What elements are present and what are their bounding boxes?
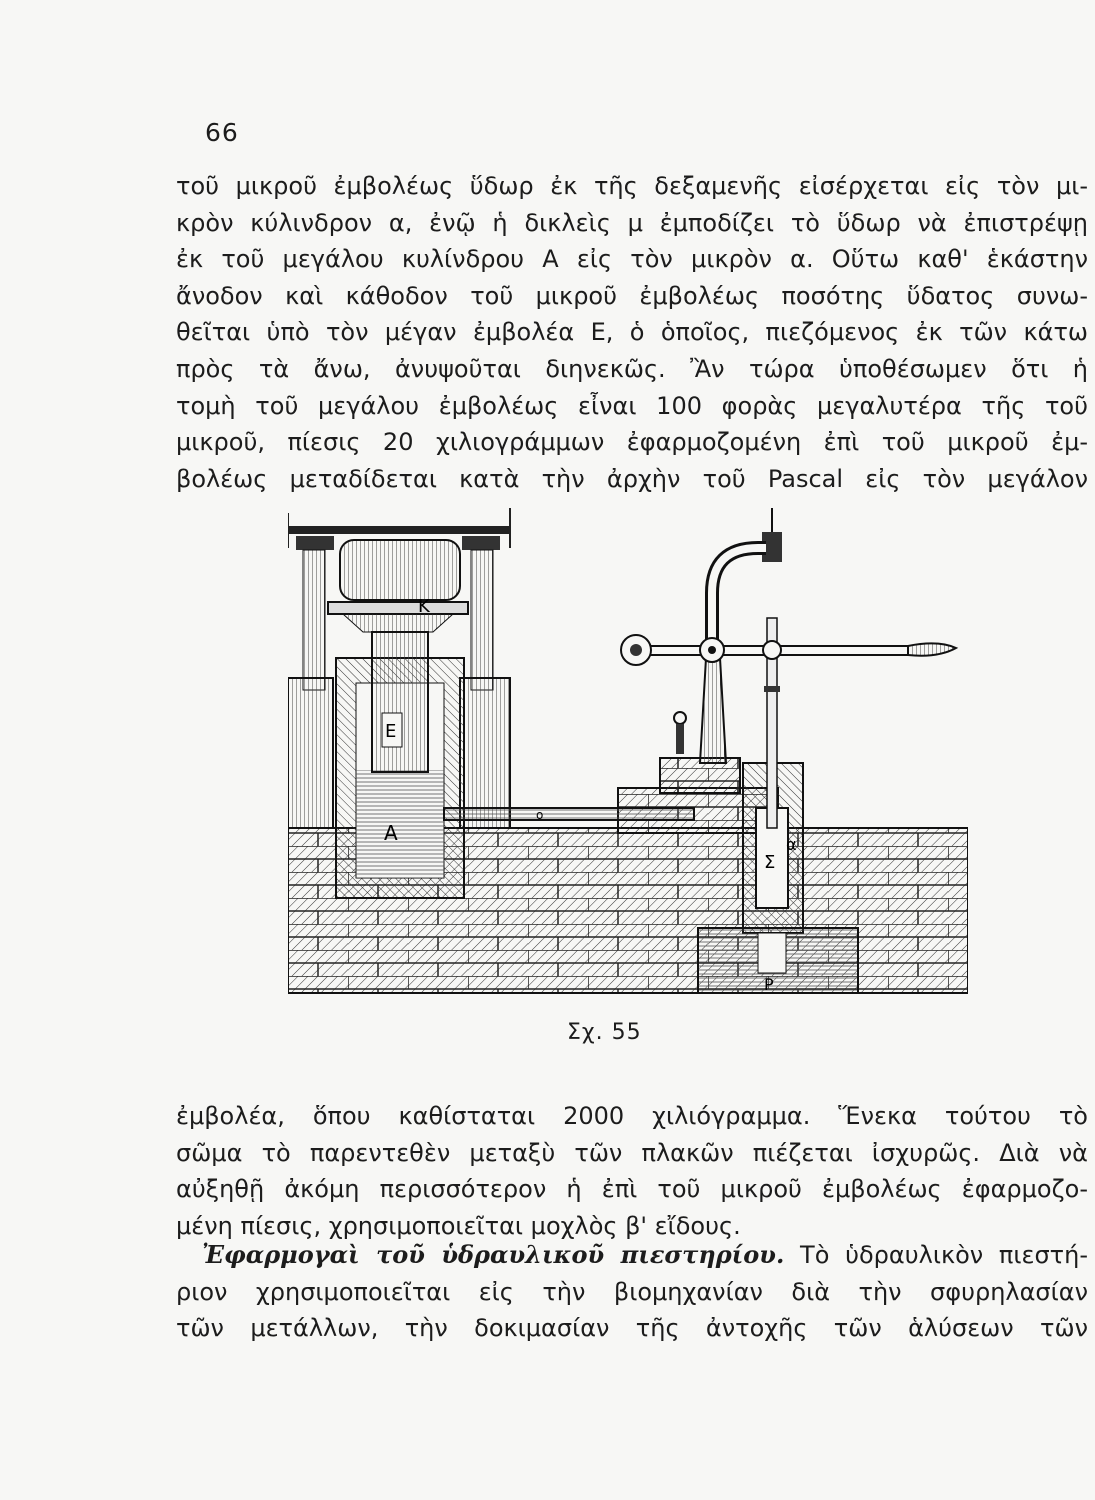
section-heading: Ἐφαρμογαὶ τοῦ ὑδραυλικοῦ πιεστηρίου. [202,1240,785,1269]
paragraph-2 [176,1098,1088,1244]
text-line [176,1237,1088,1274]
intake-valve [758,933,786,973]
text-line: τοῦ μικροῦ ἐμβολέως ὕδωρ ἐκ τῆς δεξαμενῆς εἰσέρχεται εἰς τὸν μι- [176,172,1088,200]
right-capital [462,536,500,550]
lever-handle [908,643,956,655]
text-line: θεῖται ὑπὸ τὸν μέγαν ἐμβολέα Ε, ὁ ὁποῖος, πιεζόμενος ἐκ τῶν κάτω [176,318,1088,347]
label-alpha: α [786,835,797,854]
hydraulic-press-illustration [288,508,968,995]
text-line: μικροῦ, πίεσις 20 χιλιογράμμων ἐφαρμοζομένη ἐπὶ τοῦ μικροῦ ἐμ- [176,428,1088,457]
water-large-cylinder [356,770,444,878]
figure-caption: Σχ. 55 [567,1020,642,1045]
label-sigma: Σ [764,852,776,873]
paragraph-1 [176,168,1088,497]
left-pillar [288,678,333,828]
text-line: ἐκ τοῦ μεγάλου κυλίνδρου Α εἰς τὸν μικρὸν α. Οὕτω καθ' ἑκάστην [176,245,1088,274]
text-line: τῶν μετάλλων, τὴν δοκιμασίαν τῆς ἀντοχῆς τῶν ἁλύσεων τῶν [176,1314,1088,1343]
text-line: ἐμβολέα, ὅπου καθίσταται 2000 χιλιόγραμμα. Ἕνεκα τούτου τὸ [176,1102,1088,1130]
left-column [303,550,325,690]
right-column [471,550,493,690]
label-k: K [418,596,430,617]
text-line: σῶμα τὸ παρεντεθὲν μεταξὺ τῶν πλακῶν πιέζεται ἰσχυρῶς. Διὰ νὰ [176,1138,1088,1167]
pressed-bale [340,540,460,600]
label-a-large: Α [384,821,398,845]
guide-stand [700,658,726,763]
text-line: μένη πίεσις, χρησιμοποιεῖται μοχλὸς β' εἴδους. [176,1211,741,1240]
text-line: ἄνοδον καὶ κάθοδον τοῦ μικροῦ ἐμβολέως ποσότης ὕδατος συνω- [176,281,1088,310]
large-piston [372,632,428,772]
top-plate [288,526,510,534]
press-plate [328,602,468,614]
valve-knob [674,712,686,724]
label-o: o [536,808,544,822]
text-line: ριον χρησιμοποιεῖται εἰς τὴν βιομηχανίαν διὰ τὴν σφυρηλασίαν [176,1277,1088,1306]
hydraulic-press-figure [288,508,968,995]
page-number: 66 [205,118,239,147]
paragraph-3 [176,1237,1088,1347]
text-line: κρὸν κύλινδρον α, ἐνῷ ἡ δικλεὶς μ ἐμποδίζει τὸ ὕδωρ νὰ ἐπιστρέψῃ [176,208,1088,237]
connecting-pipe [444,808,694,820]
text-line: τομὴ τοῦ μεγάλου ἐμβολέως εἶναι 100 φορὰς μεγαλυτέρα τῆς τοῦ [176,391,1088,420]
text-line: πρὸς τὰ ἄνω, ἀνυψοῦται διηνεκῶς. Ἂν τώρα ὑποθέσωμεν ὅτι ἡ [176,354,1088,383]
text-line: αὐξηθῇ ἀκόμη περισσότερον ἡ ἐπὶ τοῦ μικροῦ ἐμβολέως ἐφαρμοζο- [176,1175,1088,1204]
label-p: P [764,975,774,994]
heading-line-rest: Τὸ ὑδραυλικὸν πιεστή- [800,1241,1088,1269]
text-line: βολέως μεταδίδεται κατὰ τὴν ἀρχὴν τοῦ Pascal εἰς τὸν μεγάλον [176,464,1088,493]
right-pillar [460,678,510,828]
left-capital [296,536,334,550]
label-e: Ε [385,721,397,742]
